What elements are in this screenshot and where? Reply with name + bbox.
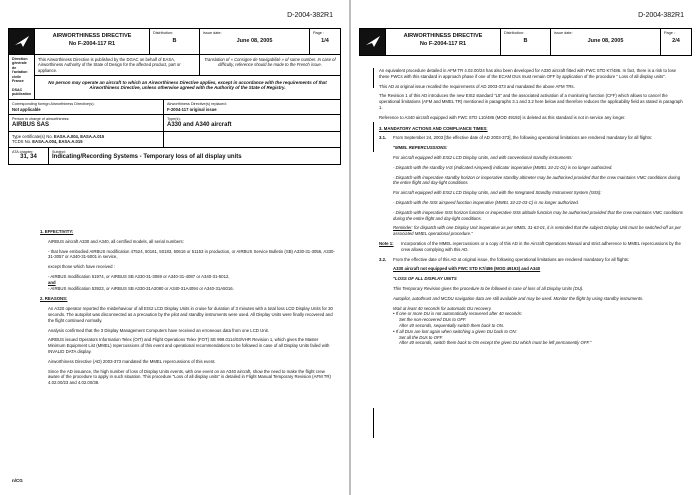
subject-value: Indicating/Recording Systems - Temporary loss of all display units	[52, 154, 242, 161]
replaced-ad-cell: Airworthiness Directive(s) replaced: F-2004-117 original issue	[164, 100, 340, 114]
effectivity-heading: 1. EFFECTIVITY:	[40, 229, 74, 234]
translation-note: Translation of « Consigne de Navigabilité » of same number. In case of difficulty, reference should be made to the French issue.	[204, 57, 336, 68]
foreign-ad-value: Not applicable	[12, 106, 41, 112]
effectivity-text: - AIRBUS modification 51974, or AIRBUS SB A330-31-3069 or A340-31-4087 or A340-31-5012,	[48, 273, 230, 279]
dgac-logo	[9, 29, 35, 54]
airplane-icon	[364, 33, 382, 51]
reasons-text: The Revision 1 of this AD introduces the new EIS2 standard "L5" and the associated activation of a monitoring function (CFF) which allows to cancel the operational limitations (AFM and MMEL TR) mentioned in paragraphs 3.1 and 3.2 here below and therefore reduces the applicability field as stated in paragraph 1.	[379, 93, 683, 110]
effectivity-text: - AIRBUS modification 53923, or AIRBUS SB A330-31A3080 or A340-31A4094 or A340-31A5016.	[48, 285, 234, 291]
page2-body	[379, 68, 686, 346]
revision-bar	[373, 122, 374, 152]
reasons-text: Airworthiness Directive (AD) 2003-373 mandated the MMEL repercussions of this event.	[48, 358, 216, 364]
document-id: D-2004-382R1	[638, 12, 684, 19]
type-certificate-cell: Type certificate(s) No. EASA.A.004, EASA.A.015 TCDS No. EASA.A.004, EASA.A.015	[9, 132, 164, 147]
page1-body	[40, 224, 335, 390]
revision-bar	[373, 408, 374, 438]
document-page-2	[351, 0, 700, 495]
document-id: D-2004-382R1	[287, 12, 333, 19]
page-number: 2/4	[672, 37, 680, 44]
ad-header-table-page2	[359, 28, 692, 56]
ad-title: AIRWORTHINESS DIRECTIVE No F-2004-117 R1	[386, 29, 501, 55]
reasons-heading: 2. REASONS:	[40, 296, 68, 302]
section-3-2: 3.2. From the effective date of this AD at original issue, the following operational limitations are rendered mandatory for all flights: A330 aircraft not equipped with FWC STD K7/486 (MOD 49193) and A340 "LOSS OF ALL DISPLAY UNITS This Temporary Revision gives the procedure to be followed in case of loss of all Display Units (DU). Autopilot, autothrust and MCDU navigation data are still available and may be used. Monitor the flight by using standby instruments. Wait at least 40 seconds for automatic DU recovery. • If one or more DU is not automatically recovered after 40 seconds: Set the non-recovered DUs to OFF. After 40 seconds, sequentially switch them back to ON. • If all DUs are lost again when switching a given DU back to ON: Set all the DUs to OFF. After 40 seconds, switch them back to ON except the given DU which must be left permanently OFF."	[379, 257, 686, 347]
distribution-value: B	[172, 37, 177, 44]
reasons-text: AIRBUS issued Operators Information Telex (OIT) and Flight Operations Telex (FOT) SE 999.0114/03/VHR Revision 1, which gives the Master Minimum Equipment List (MMEL) repercussions of this event and operational recommendations to be followed in case of all Display Units failed with INVALID DATA display.	[48, 337, 330, 354]
reasons-text: This AD at original issue recalled the requirements of AD 2003-373 and mandated the above AFM TRs.	[379, 83, 575, 89]
reasons-text: An equivalent procedure detailed in AFM TR 4.02.00/24 has also been developed for A330 aircraft fitted with FWC STD K7/486. In fact, there is a risk to lose these FWCs with this standard in approach phase if one of the ECAM DUs must remain OFF by application of the procedure " Loss of all display units".	[379, 68, 677, 79]
foreign-ad-cell: Corresponding foreign Airworthiness Directive(s): Not applicable	[9, 100, 164, 114]
note-1: Note 1: Incorporation of the MMEL repercussions or a copy of this AD in the Aircraft Operations Manual and strict adherence to MMEL repercussions by the crew allows complying with this AD.	[379, 240, 681, 252]
replaced-ad-value: F-2004-117 original issue	[167, 106, 217, 112]
types-cell: Type(s): A330 and A340 aircraft	[164, 115, 340, 131]
distribution-cell: Distribution: B	[150, 29, 200, 54]
reasons-text: Reference to A340 aircraft equipped with FWC STD L10/486 (MOD 49192) is deleted as this standard is not in service any longer.	[379, 114, 626, 120]
footer-initials: n/CG	[12, 478, 23, 483]
airplane-icon	[13, 33, 31, 51]
ad-number: No F-2004-117 R1	[68, 41, 116, 48]
issue-date-cell: Issue date: June 08, 2005	[551, 29, 661, 55]
page-number: 1/4	[321, 37, 329, 44]
operating-warning: No person may operate an aircraft to which an Airworthiness Directive applies, except in accordance with the requirements of that Airworthiness Directive, unless otherwise agreed with the Authority of the State of Registry.	[48, 79, 327, 91]
loss-procedure-title: "LOSS OF ALL DISPLAY UNITS	[393, 276, 457, 282]
agency-name: Direction générale de l'aviation civile France DSAC publication	[9, 55, 35, 99]
publication-intro: This Airworthiness Directive is published by the DGAC on behalf of EASA, Airworthiness Authority of the State of Design for the affected product, part or appliance.	[35, 55, 200, 75]
effectivity-text: AIRBUS aircraft A330 and A340, all certified models, all serial numbers:	[48, 238, 184, 244]
reasons-text: An A320 operator reported the misbehaviour of all EIS2 LCD Display Units in cruise for duration of 3 minutes with a total loss LCD Display Units for 30 seconds. The autopilot was disconnected as a precaution by the pilot and standby instruments were used. All Display Units were finally recovered and the flight continued normally.	[48, 306, 333, 323]
person-value: AIRBUS SAS	[12, 121, 50, 128]
ad-title	[35, 29, 150, 54]
effectivity-text: except those which have received :	[48, 264, 115, 270]
reasons-text: Since the AD issuance, the high number of loss of Display Units events, with one event on an A340 aircraft, show the need to make the flight crew aware of the procedure to apply in such situation. This procedure "Loss of all display units" is detailed in Flight Manual Temporary Revision (AFM TR) 4.02.00/23 and 4.02.00/38.	[48, 368, 331, 386]
issue-date-value: June 08, 2005	[236, 37, 273, 44]
revision-bar	[373, 68, 374, 88]
page-cell: Page : 2/4	[661, 29, 691, 55]
issue-date-cell: Issue date: June 08, 2005	[200, 29, 310, 54]
dgac-logo	[360, 29, 386, 55]
distribution-cell: Distribution: B	[501, 29, 551, 55]
section-3-1: 3.1. From September 24, 2003 [the effective date of AD 2003-373], the following operational limitations are rendered mandatory for all flights: "MMEL REPERCUSSIONS: For aircraft equipped with EIS2 LCD Display Units, and with conventional standby instruments: - Dispatch with the standby IAS (Indicated Airspeed) indicator inoperative (MMEL 34-21-01) is no longer authorized. - Dispatch with inoperative standby horizon or inoperative standby altimeter may be authorised provided that the crew maintains VMC conditions during the entire flight and day-light conditions. For aircraft equipped with EIS2 LCD Display Units, and with the Integrated Standby Instrument System (ISIS): - Dispatch with the ISIS airspeed function inoperative (MMEL 34-22-03-C) is no longer authorized. - Dispatch with inoperative ISIS horizon function or inoperative ISIS altitude function may be authorised provided that the crew maintains VMC conditions during the entire flight and day-light conditions. Reminder: for dispatch with one Display Unit inoperative as per MMEL 31-63-01, it is reminded that the subject Display Unit must be switched-off as per associated MMEL operational procedure."	[379, 135, 686, 241]
page-cell: Page : 1/4	[310, 29, 340, 54]
reasons-text: Analysis confirmed that the 3 Display Management Computers have received an erroneous data from one LCD Unit.	[48, 327, 269, 333]
person-cell: Person in charge of airworthiness: AIRBUS SAS	[9, 115, 164, 131]
ata-value: 31, 34	[20, 154, 37, 161]
types-value: A330 and A340 aircraft	[167, 121, 232, 128]
ad-header-table	[8, 28, 341, 165]
effectivity-text: - that have embodied AIRBUS modification 47524, 50161, 50183, 50616 or 51153 in production, or AIRBUS Service Bulletin (SB) A330-31-3056, A330-31-3057 or A340-31-5001 in service,	[48, 248, 335, 260]
mmel-title: "MMEL REPERCUSSIONS:	[393, 145, 448, 151]
ata-cell: ATA chapter: 31, 34	[9, 148, 49, 164]
ad-title-line1: AIRWORTHINESS DIRECTIVE	[52, 33, 132, 39]
document-page-1	[0, 0, 349, 495]
subject-cell: Subject: Indicating/Recording Systems - Temporary loss of all display units	[49, 148, 340, 164]
effectivity-and: and	[48, 279, 56, 285]
mandatory-actions-heading: 3. MANDATORY ACTIONS AND COMPLIANCE TIMES:	[379, 125, 488, 131]
